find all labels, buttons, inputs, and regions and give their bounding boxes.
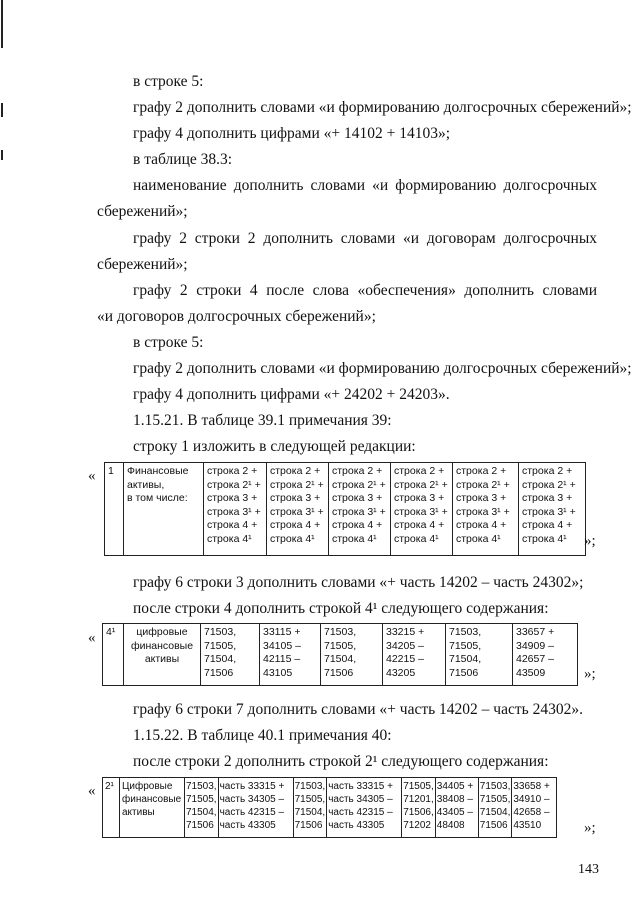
open-quote: « <box>88 783 96 799</box>
cell-text: строка 2 + строка 2¹ + строка 3 + строка 3¹ + строка 4 + строка 4¹ <box>270 465 324 545</box>
table-cell <box>383 624 446 686</box>
table-cell <box>267 463 329 556</box>
text-line: 1.15.21. В таблице 39.1 примечания 39: <box>133 412 392 429</box>
cell-text: строка 2 + строка 2¹ + строка 3 + строка 3¹ + строка 4 + строка 4¹ <box>456 465 510 545</box>
margin-mark <box>1 103 3 117</box>
table-row-4-1 <box>102 623 578 686</box>
table-cell <box>402 778 436 838</box>
row-name-text: цифровые финансовые активы <box>130 626 194 665</box>
cell-text: 71503, 71505, 71504, 71506 <box>479 781 511 831</box>
text-line: 1.15.22. В таблице 40.1 примечания 40: <box>133 727 392 744</box>
text-line: графу 2 строки 2 дополнить словами «и договорам долгосрочных <box>133 230 597 247</box>
table-cell <box>435 778 478 838</box>
table-cell <box>327 778 402 838</box>
margin-mark <box>1 0 3 48</box>
table-cell <box>201 624 260 686</box>
cell-text: строка 2 + строка 2¹ + строка 3 + строка 3¹ + строка 4 + строка 4¹ <box>207 465 261 545</box>
text-line: графу 2 дополнить словами «и формированию долгосрочных сбережений»; <box>133 99 632 116</box>
text-line: графу 6 строки 7 дополнить словами «+ часть 14202 – часть 24302». <box>133 701 583 718</box>
cell-text: часть 33315 + часть 34305 – часть 42315 – часть 43305 <box>219 781 285 831</box>
text-line: графу 6 строки 3 дополнить словами «+ часть 14202 – часть 24302»; <box>133 574 584 591</box>
cell-text: 71505, 71201, 71506, 71202 <box>403 781 434 831</box>
row-number: 1 <box>105 463 124 556</box>
margin-mark <box>1 150 3 160</box>
table-cell <box>260 624 321 686</box>
row-number: 2¹ <box>103 778 120 838</box>
cell-text: 71503, 71505, 71504, 71506 <box>449 626 482 679</box>
table-cell <box>204 463 267 556</box>
table-cell <box>478 778 512 838</box>
cell-text: 33215 + 34205 – 42215 – 43205 <box>386 626 425 679</box>
table-cell <box>293 778 327 838</box>
cell-text: 71503, 71505, 71504, 71506 <box>186 781 217 831</box>
table-cell <box>391 463 453 556</box>
cell-text: 33115 + 34105 – 42115 – 43105 <box>263 626 301 679</box>
row-name <box>120 778 185 838</box>
close-quote: »; <box>584 533 596 549</box>
table-cell <box>512 778 557 838</box>
table-row-2-1 <box>102 777 557 838</box>
cell-text: 34405 + 38408 – 43405 – 48408 <box>436 781 474 831</box>
text-line: после строки 2 дополнить строкой 2¹ следующего содержания: <box>133 753 549 770</box>
cell-text: 33658 + 34910 – 42658 – 43510 <box>513 781 550 831</box>
cell-text: 71503, 71505, 71504, 71506 <box>204 626 237 679</box>
cell-text: 71503, 71505, 71504, 71506 <box>294 781 326 831</box>
table-cell <box>321 624 383 686</box>
cell-text: строка 2 + строка 2¹ + строка 3 + строка 3¹ + строка 4 + строка 4¹ <box>522 465 576 545</box>
row-name-text: Финансовые активы, в том числе: <box>127 465 189 504</box>
open-quote: « <box>88 468 96 484</box>
cell-text: строка 2 + строка 2¹ + строка 3 + строка 3¹ + строка 4 + строка 4¹ <box>332 465 386 545</box>
text-line: сбережений»; <box>97 203 188 220</box>
text-line: в таблице 38.3: <box>133 151 233 168</box>
table-cell <box>453 463 519 556</box>
text-line: «и договоров долгосрочных сбережений»; <box>97 308 376 325</box>
text-line: в строке 5: <box>133 334 204 351</box>
cell-text: 33657 + 34909 – 42657 – 43509 <box>516 626 555 679</box>
text-line: строку 1 изложить в следующей редакции: <box>133 438 416 455</box>
text-line: в строке 5: <box>133 73 204 90</box>
text-line: графу 4 дополнить цифрами «+ 14102 + 14103»; <box>133 125 451 142</box>
text-line: графу 4 дополнить цифрами «+ 24202 + 24203». <box>133 386 450 403</box>
table-row-1-replacement <box>104 462 586 556</box>
table-cell <box>446 624 513 686</box>
page-number: 143 <box>578 862 599 877</box>
cell-text: строка 2 + строка 2¹ + строка 3 + строка 3¹ + строка 4 + строка 4¹ <box>394 465 448 545</box>
open-quote: « <box>88 630 96 646</box>
cell-text: часть 33315 + часть 34305 – часть 42315 – часть 43305 <box>328 781 393 831</box>
cell-text: 71503, 71505, 71504, 71506 <box>324 626 357 679</box>
text-line: наименование дополнить словами «и формированию долгосрочных <box>133 177 597 194</box>
table-cell <box>218 778 293 838</box>
close-quote: »; <box>584 666 596 682</box>
row-number: 4¹ <box>103 624 124 686</box>
row-name <box>124 463 204 556</box>
row-name-text: Цифровые финансовые активы <box>122 781 182 818</box>
text-line: после строки 4 дополнить строкой 4¹ следующего содержания: <box>133 600 549 617</box>
row-name <box>124 624 201 686</box>
text-line: графу 2 строки 4 после слова «обеспечения» дополнить словами <box>133 282 597 299</box>
close-quote: »; <box>584 820 596 836</box>
table-cell <box>329 463 391 556</box>
table-cell <box>513 624 578 686</box>
text-line: сбережений»; <box>97 256 188 273</box>
text-line: графу 2 дополнить словами «и формированию долгосрочных сбережений»; <box>133 360 632 377</box>
table-cell <box>519 463 586 556</box>
table-cell <box>185 778 219 838</box>
